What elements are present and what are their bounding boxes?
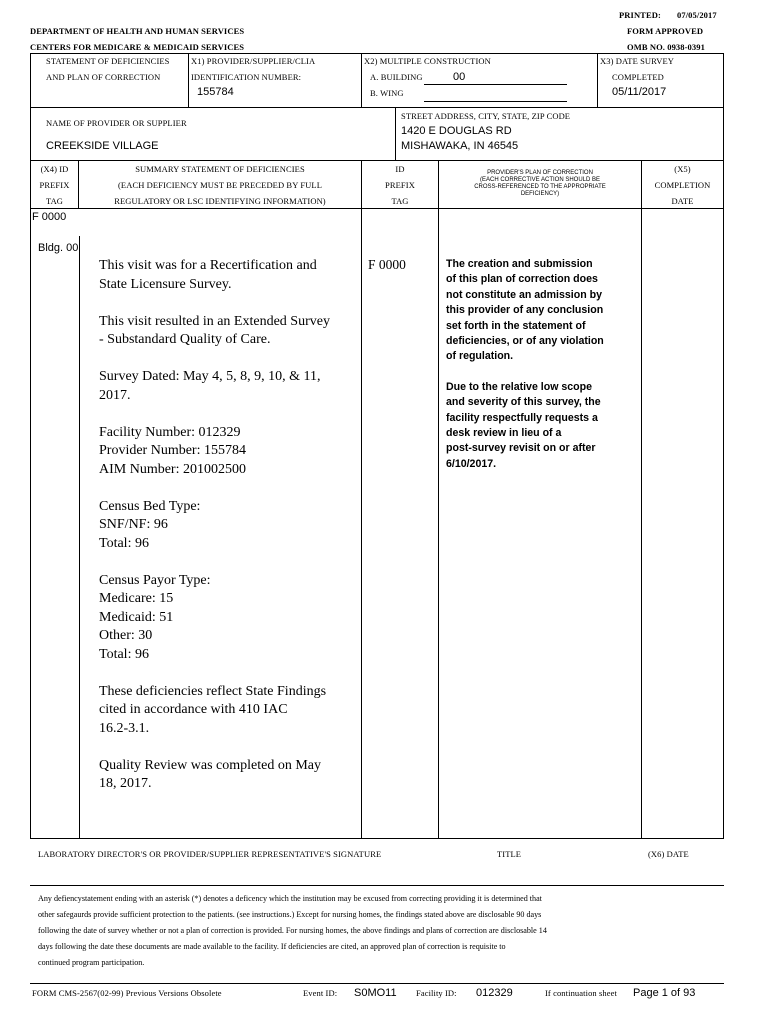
survey-completed-date: 05/11/2017 — [612, 86, 667, 98]
director-signature-label: LABORATORY DIRECTOR'S OR PROVIDER/SUPPLIER REPRESENTATIVE'S SIGNATURE — [38, 849, 382, 859]
summary-paragraph — [99, 498, 357, 554]
summary-paragraph — [99, 313, 357, 350]
disclaimer-text — [38, 891, 718, 971]
summary-line: Medicaid: 51 — [99, 609, 174, 625]
x6-date-label: (X6) DATE — [648, 849, 689, 859]
summary-line: Census Bed Type: — [99, 498, 201, 514]
poc-line: of regulation. — [446, 350, 514, 363]
department-title: DEPARTMENT OF HEALTH AND HUMAN SERVICES — [30, 26, 245, 36]
x1-label-line2: IDENTIFICATION NUMBER: — [191, 72, 302, 82]
printed-label: PRINTED: — [619, 10, 661, 20]
poc-line: and severity of this survey, the — [446, 396, 601, 409]
x3-label-line1: X3) DATE SURVEY — [600, 56, 675, 66]
address-line2: MISHAWAKA, IN 46545 — [401, 140, 519, 152]
facility-id-label: Facility ID: — [416, 988, 457, 998]
event-id-value: S0MO11 — [354, 987, 397, 999]
summary-paragraph — [99, 572, 357, 665]
poc-line: 6/10/2017. — [446, 457, 497, 470]
poc-paragraph — [446, 257, 638, 365]
summary-line: Total: 96 — [99, 535, 149, 551]
provider-name: CREEKSIDE VILLAGE — [46, 140, 159, 152]
left-tag: F 0000 — [32, 211, 67, 223]
x4-id-label: (X4) ID — [40, 164, 69, 174]
footer-rule — [30, 983, 724, 984]
form-approved: FORM APPROVED — [627, 26, 704, 36]
summary-header-line1: SUMMARY STATEMENT OF DEFICIENCIES — [135, 164, 305, 174]
building-label: A. BUILDING — [370, 72, 423, 82]
summary-line: SNF/NF: 96 — [99, 517, 168, 532]
summary-line: Medicare: 15 — [99, 591, 174, 606]
summary-line: This visit resulted in an Extended Survey — [99, 313, 330, 329]
printed-date: 07/05/2017 — [677, 10, 717, 20]
x4-prefix-label: PREFIX — [39, 180, 70, 190]
x5-date-label: DATE — [671, 196, 694, 206]
poc-line: set forth in the statement of — [446, 319, 586, 332]
summary-line: cited in accordance with 410 IAC — [99, 702, 288, 717]
summary-paragraph — [99, 683, 357, 739]
summary-line: 16.2-3.1. — [99, 720, 150, 736]
disclaimer-line: days following the date these documents are made available to the facility. If deficiencies are cited, an approved plan of correction is requisite to — [38, 942, 506, 951]
disclaimer-line: Any defiencystatement ending with an asterisk (*) denotes a deficency which the institution may be excused from correcting providing it is determined that — [38, 894, 542, 903]
summary-paragraph — [99, 257, 357, 294]
summary-line: These deficiencies reflect State Findings — [99, 683, 327, 699]
disclaimer-line: other safegaurds provide sufficient protection to the patients. (see instructions.) Except for nursing homes, the findings stated above are disclosable 90 days — [38, 910, 542, 919]
facility-id-value: 012329 — [476, 987, 513, 999]
summary-header-line2: (EACH DEFICIENCY MUST BE PRECEDED BY FULL — [117, 180, 323, 190]
summary-line: Survey Dated: May 4, 5, 8, 9, 10, & 11, — [99, 369, 321, 384]
continuation-label: If continuation sheet — [545, 988, 617, 998]
summary-line: This visit was for a Recertification and — [99, 258, 317, 273]
summary-paragraph — [99, 368, 357, 405]
disclaimer-line: following the date of survey whether or not a plan of correction is provided. For nursing homes, the above findings and plans of correction are disclosable 14 — [38, 926, 547, 935]
poc-paragraph — [446, 380, 638, 472]
summary-paragraph — [99, 424, 357, 480]
plan-header: PROVIDER'S PLAN OF CORRECTION (EACH CORRECTIVE ACTION SHOULD BE CROSS-REFERENCED TO THE APPROPRIATE DEFICIENCY) — [474, 170, 606, 197]
poc-line: of this plan of correction does — [446, 273, 598, 286]
summary-line: - Substandard Quality of Care. — [99, 332, 271, 347]
statement-label-line2: AND PLAN OF CORRECTION — [46, 72, 161, 82]
summary-line: AIM Number: 201002500 — [99, 461, 246, 477]
poc-line: deficiencies, or of any violation — [446, 335, 604, 348]
summary-statement — [99, 257, 357, 812]
summary-line: Quality Review was completed on May — [99, 757, 322, 773]
provider-id-number: 155784 — [197, 86, 234, 98]
x3-label-line2: COMPLETED — [612, 72, 664, 82]
summary-line: 2017. — [99, 387, 131, 403]
address-label: STREET ADDRESS, CITY, STATE, ZIP CODE — [401, 111, 571, 121]
statement-label-line1: STATEMENT OF DEFICIENCIES — [46, 56, 170, 66]
poc-line: desk review in lieu of a — [446, 427, 562, 440]
disclaimer-line: continued program participation. — [38, 958, 145, 967]
event-id-label: Event ID: — [303, 988, 338, 998]
summary-line: 18, 2017. — [99, 776, 152, 791]
title-label: TITLE — [497, 849, 522, 859]
address-line1: 1420 E DOUGLAS RD — [401, 125, 512, 137]
summary-line: Facility Number: 012329 — [99, 424, 241, 440]
summary-line: Total: 96 — [99, 646, 149, 662]
id-header-label: ID — [395, 164, 405, 174]
id-tag-label: TAG — [391, 196, 409, 206]
id-prefix-label: PREFIX — [385, 180, 415, 190]
building-tag: Bldg. 00 — [38, 242, 79, 254]
building-value: 00 — [453, 71, 466, 83]
poc-line: The creation and submission — [446, 258, 593, 270]
summary-paragraph — [99, 757, 357, 794]
summary-line: State Licensure Survey. — [99, 276, 232, 292]
x1-label-line1: X1) PROVIDER/SUPPLIER/CLIA — [191, 56, 316, 66]
poc-line: facility respectfully requests a — [446, 411, 598, 424]
poc-line: post-survey revisit on or after — [446, 442, 596, 455]
x5-label: (X5) — [674, 164, 691, 174]
page-number: Page 1 of 93 — [633, 987, 696, 999]
right-tag: F 0000 — [368, 257, 406, 272]
poc-line: Due to the relative low scope — [446, 380, 592, 393]
x4-tag-label: TAG — [45, 196, 64, 206]
summary-header-line3: REGULATORY OR LSC IDENTIFYING INFORMATION) — [114, 196, 326, 206]
wing-label: B. WING — [370, 88, 404, 98]
poc-line: this provider of any conclusion — [446, 304, 604, 317]
x5-completion-label: COMPLETION — [654, 180, 711, 190]
form-number: FORM CMS-2567(02-99) Previous Versions Obsolete — [32, 988, 222, 998]
x2-label: X2) MULTIPLE CONSTRUCTION — [364, 56, 491, 66]
summary-line: Provider Number: 155784 — [99, 443, 246, 458]
plan-of-correction — [446, 257, 638, 487]
centers-title: CENTERS FOR MEDICARE & MEDICAID SERVICES — [30, 42, 245, 52]
poc-line: not constitute an admission by — [446, 288, 602, 301]
omb-number: OMB NO. 0938-0391 — [627, 42, 705, 52]
summary-line: Census Payor Type: — [99, 572, 211, 588]
provider-name-label: NAME OF PROVIDER OR SUPPLIER — [46, 118, 187, 128]
summary-line: Other: 30 — [99, 628, 153, 643]
